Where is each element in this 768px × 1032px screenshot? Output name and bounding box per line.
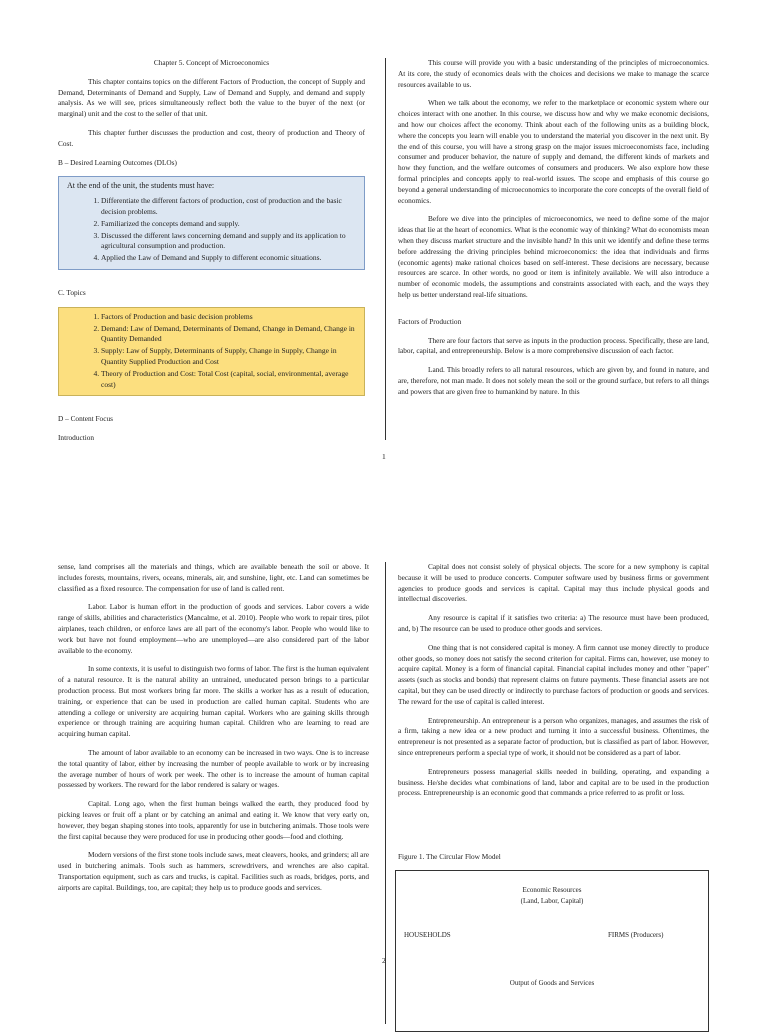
body-paragraph: Capital does not consist solely of physical objects. The score for a new symphony is capital because it will be used to produce concerts. Computer software used by business firms or government agencies to produce goods and services is capital. Capital may thus include physical goods and intellectual discoveries.: [398, 562, 709, 604]
dlo-heading: B – Desired Learning Outcomes (DLOs): [58, 157, 177, 167]
body-paragraph: sense, land comprises all the materials and things, which are available beneath the soil or above. It includes forests, mountains, rivers, oceans, minerals, air, and sunshine, light, etc. Land can sometimes be classified as a fixed resource. The compensation for use of land is called rent.: [58, 562, 369, 593]
body-paragraph: Entrepreneurship. An entrepreneur is a person who organizes, manages, and assumes the risk of a firm, taking a new idea or a new product and turning it into a successful business. Oftentimes, the entrepreneur is not presented as a separate factor of production, but is classified as part of labor. However, since entrepreneurs perform a special type of work, it should not be considered as a part of labor.: [398, 715, 709, 757]
topics-heading: C. Topics: [58, 287, 86, 297]
page-number: 2: [382, 956, 386, 965]
households-label: HOUSEHOLDS: [404, 931, 451, 939]
body-paragraph: In some contexts, it is useful to distinguish two forms of labor. The first is the human equivalent of a natural resource. It is the natural ability an untrained, uneducated person brings to a particular production process. But most workers bring far more. The skills a worker has as a result of education, training, or experience that can be used in production are called human capital. Students who are attending a college or university are acquiring human capital. Workers who are gaining skills through experience or through training are acquiring human capital. Children who are learning to read are acquiring human capital.: [58, 664, 369, 739]
body-paragraph: Capital. Long ago, when the first human beings walked the earth, they produced food by picking leaves or fruit off a plant or by catching an animal and eating it. We know that very early on, however, they began shaping stones into tools, apparently for use in butchering animals. Those tools were the first capital because they were produced for use in producing other goods—food and clothing.: [58, 799, 369, 841]
body-paragraph: Modern versions of the first stone tools include saws, meat cleavers, hooks, and grinders; all are used in butchering animals. Tools such as hammers, screwdrivers, and wrenches are also capital. Transportation equipment, such as cars and trucks, is capital. Facilities such as roads, bridges, ports, and airports are capital. Buildings, too, are capital; they help us to produce goods and services.: [58, 850, 369, 892]
page1-column-divider: [385, 58, 386, 440]
intro-paragraph: This chapter further discusses the production and cost, theory of production and Theory of Cost.: [58, 127, 365, 148]
body-paragraph: Before we dive into the principles of microeconomics, we need to define some of the major ideas that lie at the heart of economics. What is the economic way of thinking? What do economists mean when they discuss market structure and the invisible hand? In this unit we identify and define these terms before addressing the driving principles behind microeconomics: the idea that individuals and firms (economic agents) make rational choices based on self-interest. These decisions are necessary, because resources are scarce. In other words, no good or item is infinitely available. We will also introduce a number of economic models, the assumptions and constraints associated with each, and the ways they help us better understand real-life situations.: [398, 214, 709, 299]
body-paragraph: This course will provide you with a basic understanding of the principles of microeconomics. At its core, the study of economics deals with the choices and decisions we make to manage the scarce resources available to us.: [398, 58, 709, 89]
page1-right-column: [398, 58, 709, 436]
dlo-box-title: At the end of the unit, the students must have:: [67, 181, 215, 191]
list-item: 4. Applied the Law of Demand and Supply to different economic situations.: [101, 253, 356, 264]
page2-column-divider: [385, 562, 386, 1024]
list-item: 3. Discussed the different laws concerning demand and supply and its application to agricultural consumption and production.: [101, 231, 356, 253]
page1-left-column: [58, 58, 365, 448]
circular-flow-figure: [395, 870, 709, 1032]
topics-list: [67, 312, 356, 391]
economic-resources-subtitle: (Land, Labor, Capital): [520, 896, 584, 905]
content-focus-heading: D – Content Focus: [58, 414, 113, 424]
page2-right-column: [398, 562, 709, 862]
introduction-heading: Introduction: [58, 433, 95, 443]
output-label: Output of Goods and Services: [509, 979, 595, 987]
page2-left-column: [58, 562, 369, 942]
factors-heading: Factors of Production: [398, 316, 462, 326]
body-paragraph: Entrepreneurs possess managerial skills needed in building, operating, and expanding a business. He/she decides what combinations of land, labor and capital are to be used in the production process. Entrepreneurship is an economic good that commands a price referred to as profit or loss.: [398, 766, 709, 798]
chapter-title: Chapter 5. Concept of Microeconomics: [153, 58, 270, 67]
dlo-box: [58, 176, 365, 270]
body-paragraph: There are four factors that serve as inputs in the production process. Specifically, these are land, labor, capital, and entrepreneurship. Below is a more comprehensive discussion of each factor.: [398, 335, 709, 356]
dlo-list: [67, 196, 356, 264]
page-number: 1: [382, 452, 386, 461]
economic-resources-title: Economic Resources: [522, 886, 582, 894]
body-paragraph: The amount of labor available to an economy can be increased in two ways. One is to increase the total quantity of labor, either by increasing the number of people available to work or by increasing the average number of hours of work per week. The other is to increase the amount of human capital possessed by workers. The reward for the labor rendered is salary or wages.: [58, 747, 369, 790]
list-item: 3. Supply: Law of Supply, Determinants of Supply, Change in Supply, Change in Quantity Supplied Production and Cost: [101, 346, 356, 368]
topics-box: [58, 307, 365, 397]
list-item: 4. Theory of Production and Cost: Total Cost (capital, social, environmental, average cost): [101, 369, 356, 391]
list-item: 1. Differentiate the different factors of production, cost of production and the basic decision problems.: [101, 196, 356, 218]
economic-resources-label: [396, 885, 708, 907]
body-paragraph: Any resource is capital if it satisfies two criteria: a) The resource must have been produced, and, b) The resource can be used to produce other goods and services.: [398, 613, 709, 633]
list-item: 2. Demand: Law of Demand, Determinants of Demand, Change in Demand, Change in Quantity Demanded: [101, 324, 356, 346]
list-item: 2. Familiarized the concepts demand and supply.: [101, 219, 356, 230]
body-paragraph: Labor. Labor is human effort in the production of goods and services. Labor covers a wide range of skills, abilities and characteristics (Mancalme, et al. 2010). People who work to repair tires, pilot airplanes, teach children, or enforce laws are all part of the economy's labor. People who would like to work but have not found employment—who are unemployed—are also considered part of the labor available to the economy.: [58, 602, 369, 655]
body-paragraph: Land. This broadly refers to all natural resources, which are given by, and found in nature, and are, therefore, not man made. It does not solely mean the soil or the ground surface, but refers to all things and powers that are given free to humankind by nature. In this: [398, 365, 709, 396]
firms-label: FIRMS (Producers): [608, 931, 664, 939]
intro-paragraph: This chapter contains topics on the different Factors of Production, the concept of Supply and Demand, Determinants of Demand and Supply, Law of Demand and Supply, and demand and supply analysis. As we will see, prices simultaneously reflect both the value to the buyer of the next (or marginal) unit and the cost to the seller of that unit.: [58, 76, 365, 119]
list-item: 1. Factors of Production and basic decision problems: [101, 312, 356, 323]
body-paragraph: One thing that is not considered capital is money. A firm cannot use money directly to produce other goods, so money does not satisfy the second criterion for capital. Firms can, however, use money to acquire capital. Money is a form of financial capital. Financial capital includes money and other "paper" assets (such as stocks and bonds) that represent claims on future payments. These financial assets are not capital, but they can be used directly or indirectly to purchase factors of production or goods and services. The reward for the use of capital is called interest.: [398, 642, 709, 706]
figure-caption: Figure 1. The Circular Flow Model: [398, 852, 501, 861]
body-paragraph: When we talk about the economy, we refer to the marketplace or economic system where our choices interact with one another. In this course, we discuss how and why we make economic decisions, and how our choices affect the economy. Think about each of the following units as a building block, where the concepts you learn will enable you to understand the material you discover in the next unit. By the end of this course, you will have a strong grasp on the major issues microeconomists face, including consumer and producer behavior, the nature of supply and demand, the different kinds of markets and how they function, and the welfare outcomes of consumers and producers. We also explore how these formal principles and concepts apply to real-world issues. The scope and emphasis of this course go beyond a general understanding of microeconomics to incorporate the core concepts of the overall field of economics.: [398, 98, 709, 205]
